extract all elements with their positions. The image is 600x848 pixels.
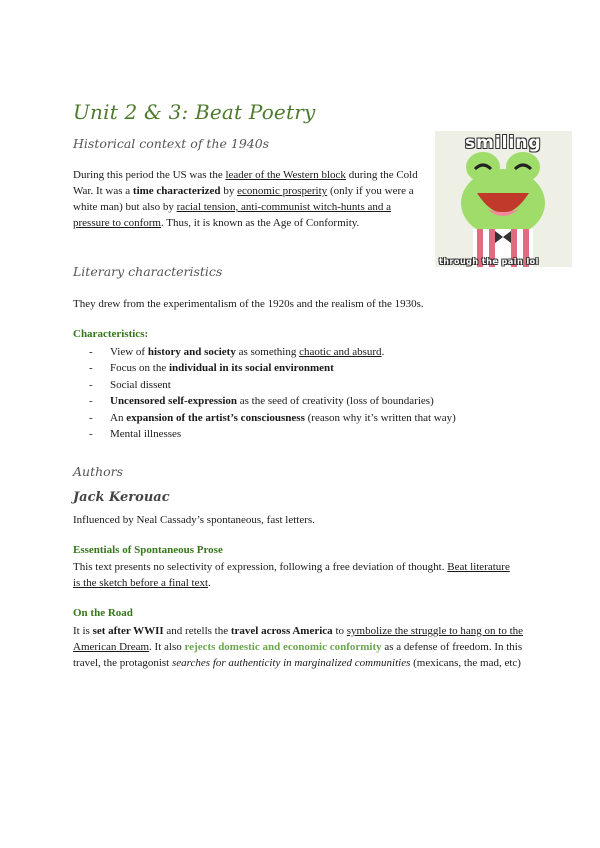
author-influence: Influenced by Neal Cassady’s spontaneous, fast letters. — [73, 514, 315, 526]
characteristics-list — [73, 344, 456, 442]
list-item: - View of history and society as something chaotic and absurd. — [73, 344, 456, 360]
image-bottom-text: through the pain lol — [439, 257, 539, 266]
list-item: - An expansion of the artist’s consciousness (reason why it’s written that way) — [73, 410, 456, 426]
frog-sticker-image — [435, 131, 572, 267]
literary-heading: Literary characteristics — [73, 264, 223, 279]
literary-intro: They drew from the experimentalism of the 1920s and the realism of the 1930s. — [73, 298, 424, 310]
road-paragraph: It is set after WWII and retells the travel across America to symbolize the struggle to hang on to the American Dream. It also rejects domestic and economic conformity as a defense of freedom. In this travel, the protagonist searches for authenticity in marginalized communities (mexicans, the mad, etc) — [73, 625, 524, 669]
road-heading: On the Road — [73, 607, 133, 619]
essentials-heading: Essentials of Spontaneous Prose — [73, 544, 223, 556]
historical-paragraph: During this period the US was the leader of the Western block during the Cold War. It was a time characterized by economic prosperity (only if you were a white man) but also by racial tension, anti-communist witch-hunts and a pressure to conform. Thus, it is known as the Age of Conformity. — [73, 169, 418, 229]
image-top-text: smiling — [465, 133, 542, 153]
page-title: Unit 2 & 3: Beat Poetry — [73, 100, 316, 124]
list-item: - Uncensored self-expression as the seed of creativity (loss of boundaries) — [73, 393, 456, 409]
author-name: Jack Kerouac — [73, 490, 170, 505]
authors-heading: Authors — [73, 464, 124, 479]
list-item: - Mental illnesses — [73, 426, 456, 442]
essentials-paragraph: This text presents no selectivity of expression, following a free deviation of thought. Beat literature is the sketch before a final text. — [73, 561, 510, 589]
historical-heading: Historical context of the 1940s — [73, 136, 270, 151]
list-item: - Focus on the individual in its social environment — [73, 360, 456, 376]
list-item: - Social dissent — [73, 377, 456, 393]
characteristics-heading: Characteristics: — [73, 328, 149, 340]
